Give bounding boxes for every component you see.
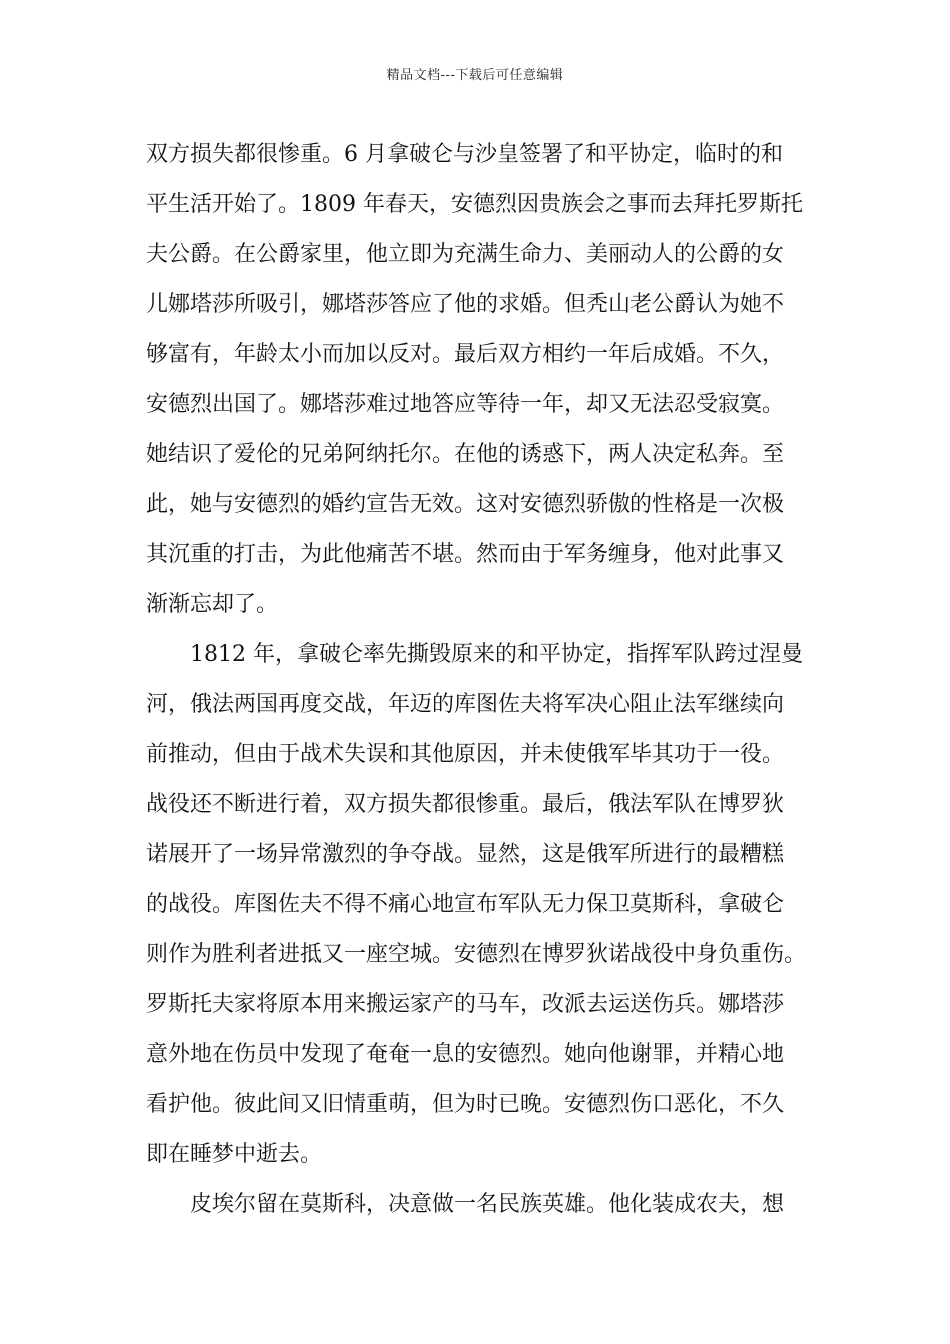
- text-line: 平生活开始了。1809 年春天，安德烈因贵族会之事而去拜托罗斯托: [146, 192, 803, 217]
- text-line: 则作为胜利者进抵又一座空城。安德烈在博罗狄诺战役中身负重伤。: [146, 942, 807, 967]
- text-line: 战役还不断进行着，双方损失都很惨重。最后，俄法军队在博罗狄: [146, 792, 785, 817]
- paragraph-2: [146, 630, 836, 1180]
- text-line: 此，她与安德烈的婚约宣告无效。这对安德烈骄傲的性格是一次极: [146, 492, 785, 517]
- text-line: 双方损失都很惨重。6 月拿破仑与沙皇签署了和平协定，临时的和: [146, 142, 783, 167]
- document-body: [146, 130, 836, 1230]
- paragraph-3: [146, 1180, 836, 1230]
- text-line: 前推动，但由于战术失误和其他原因，并未使俄军毕其功于一役。: [146, 742, 785, 767]
- text-line: 渐渐忘却了。: [146, 592, 279, 617]
- text-line: 意外地在伤员中发现了奄奄一息的安德烈。她向他谢罪，并精心地: [146, 1042, 785, 1067]
- text-line: 皮埃尔留在莫斯科，决意做一名民族英雄。他化装成农夫，想: [190, 1192, 785, 1217]
- text-line: 看护他。彼此间又旧情重萌，但为时已晚。安德烈伤口恶化，不久: [146, 1092, 785, 1117]
- text-line: 即在睡梦中逝去。: [146, 1142, 323, 1167]
- text-line: 夫公爵。在公爵家里，他立即为充满生命力、美丽动人的公爵的女: [146, 242, 785, 267]
- text-line: 其沉重的打击，为此他痛苦不堪。然而由于军务缠身，他对此事又: [146, 542, 785, 567]
- text-line: 安德烈出国了。娜塔莎难过地答应等待一年，却又无法忍受寂寞。: [146, 392, 785, 417]
- page-header: 精品文档---下载后可任意编辑: [386, 68, 564, 83]
- text-line: 罗斯托夫家将原本用来搬运家产的马车，改派去运送伤兵。娜塔莎: [146, 992, 785, 1017]
- text-line: 够富有，年龄太小而加以反对。最后双方相约一年后成婚。不久，: [146, 342, 785, 367]
- text-line: 她结识了爱伦的兄弟阿纳托尔。在他的诱惑下，两人决定私奔。至: [146, 442, 785, 467]
- text-line: 1812 年，拿破仑率先撕毁原来的和平协定，指挥军队跨过涅曼: [190, 642, 803, 667]
- text-line: 诺展开了一场异常激烈的争夺战。显然，这是俄军所进行的最糟糕: [146, 842, 785, 867]
- text-line: 儿娜塔莎所吸引，娜塔莎答应了他的求婚。但秃山老公爵认为她不: [146, 292, 785, 317]
- paragraph-1: [146, 130, 836, 630]
- text-line: 的战役。库图佐夫不得不痛心地宣布军队无力保卫莫斯科，拿破仑: [146, 892, 785, 917]
- text-line: 河，俄法两国再度交战，年迈的库图佐夫将军决心阻止法军继续向: [146, 692, 785, 717]
